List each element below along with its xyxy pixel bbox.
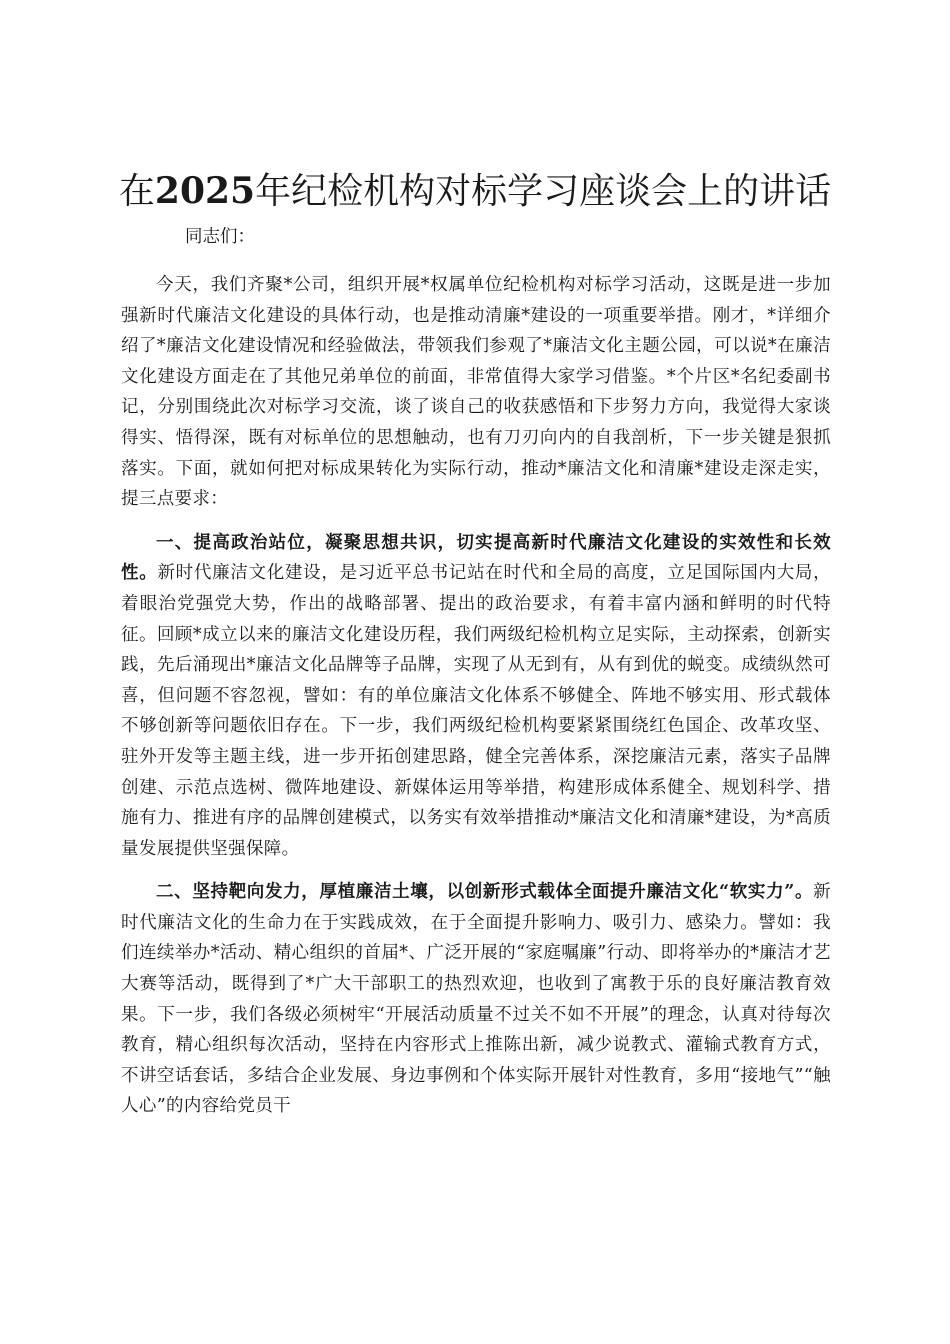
paragraph-intro-text: 今天，我们齐聚*公司，组织开展*权属单位纪检机构对标学习活动，这既是进一步加强新时代廉洁文化建设的具体行动，也是推动清廉*建设的一项重要举措。刚才，*详细介绍了*廉洁文化建设情况和经验做法，带领我们参观了*廉洁文化主题公园，可以说*在廉洁文化建设方面走在了其他兄弟单位的前面，非常值得大家学习借鉴。*个片区*名纪委副书记，分别围绕此次对标学习交流，谈了谈自己的收获感悟和下步努力方向，我觉得大家谈得实、悟得深，既有对标单位的思想触动，也有刀刃向内的自我剖析，下一步关键是狠抓落实。下面，就如何把对标成果转化为实际行动，推动*廉洁文化和清廉*建设走深走实，提三点要求： xyxy=(121,275,831,510)
section-two-text: 新时代廉洁文化的生命力在于实践成效，在于全面提升影响力、吸引力、感染力。譬如：我们连续举办*活动、精心组织的首届*、广泛开展的“家庭嘱廉”行动、即将举办的*廉洁才艺大赛等活动，既得到了*广大干部职工的热烈欢迎，也收到了寓教于乐的良好廉洁教育效果。下一步，我们各级必须树牢“开展活动质量不过关不如不开展”的理念，认真对待每次教育，精心组织每次活动，坚持在内容形式上推陈出新，减少说教式、灌输式教育方式，不讲空话套话，多结合企业发展、身边事例和个体实际开展针对性教育，多用“接地气”“触人心”的内容给党员干 xyxy=(121,882,831,1117)
title-prefix: 在 xyxy=(118,171,155,212)
document-body xyxy=(121,224,831,1135)
title-year: 2025 xyxy=(154,170,256,212)
section-one-heading: 一、提高政治站位，凝聚思想共识，切实提高新时代廉洁文化建设的实效性和长效性。 xyxy=(121,532,831,584)
title-suffix: 年纪检机构对标学习座谈会上的讲话 xyxy=(255,171,832,212)
document-title xyxy=(100,166,850,217)
salutation: 同志们： xyxy=(185,227,255,247)
section-one-text: 新时代廉洁文化建设，是习近平总书记站在时代和全局的高度，立足国际国内大局，着眼治党强党大势，作出的战略部署、提出的政治要求，有着丰富内涵和鲜明的时代特征。回顾*成立以来的廉洁文化建设历程，我们两级纪检机构立足实际，主动探索，创新实践，先后涌现出*廉洁文化品牌等子品牌，实现了从无到有，从有到优的蜕变。成绩纵然可喜，但问题不容忽视，譬如：有的单位廉洁文化体系不够健全、阵地不够实用、形式载体不够创新等问题依旧存在。下一步，我们两级纪检机构要紧紧围绕红色国企、改革攻坚、驻外开发等主题主线，进一步开拓创建思路，健全完善体系，深挖廉洁元素，落实子品牌创建、示范点选树、微阵地建设、新媒体运用等举措，构建形成体系健全、规划科学、措施有力、推进有序的品牌创建模式，以务实有效举措推动*廉洁文化和清廉*建设，为*高质量发展提供坚强保障。 xyxy=(121,563,831,859)
paragraph-section-two xyxy=(121,877,831,1122)
paragraph-section-one xyxy=(121,528,831,865)
section-two-heading: 二、坚持靶向发力，厚植廉洁土壤，以创新形式载体全面提升廉洁文化“软实力”。 xyxy=(156,882,814,903)
paragraph-intro xyxy=(121,270,831,515)
